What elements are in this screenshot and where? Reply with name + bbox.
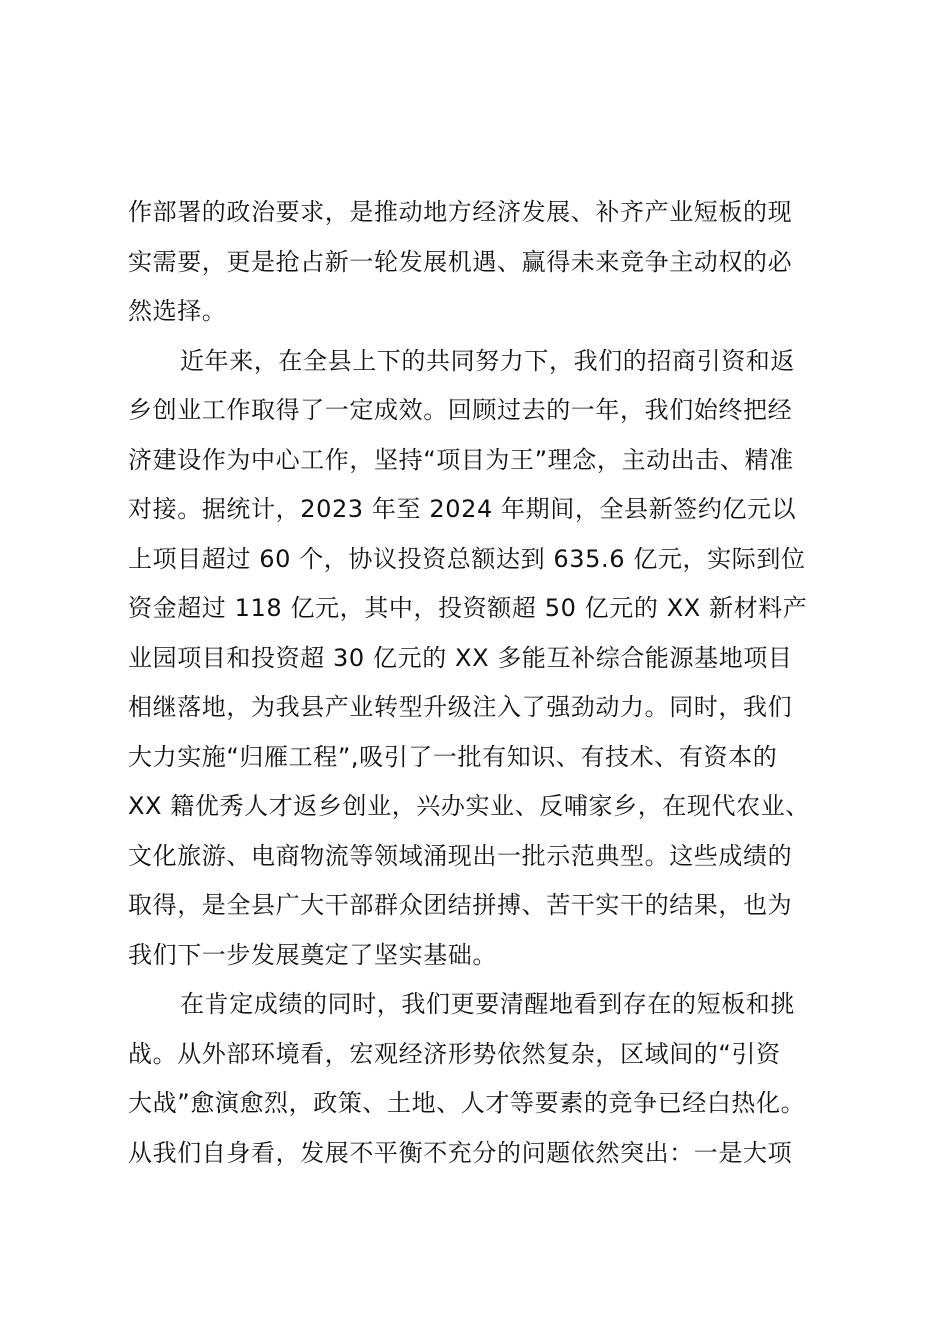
text-line: 作部署的政治要求，是推动地方经济发展、补齐产业短板的现 [128,198,793,226]
text-line: 大力实施“归雁工程”,吸引了一批有知识、有技术、有资本的 [128,742,778,771]
text-line: 业园项目和投资超 30 亿元的 XX 多能互补综合能源基地项目 [128,643,793,672]
text-line: XX 籍优秀人才返乡创业，兴办实业、反哺家乡，在现代农业、 [128,792,810,820]
text-line: 取得，是全县广大干部群众团结拼搏、苦干实干的结果，也为 [128,891,793,919]
text-line: 我们下一步发展奠定了坚实基础。 [128,940,497,969]
text-line: 实需要，更是抢占新一轮发展机遇、赢得未来竞争主动权的必 [128,247,793,276]
text-line: 对接。据统计，2023 年至 2024 年期间，全县新签约亿元以 [128,495,797,523]
text-line: 文化旅游、电商物流等领域涌现出一批示范典型。这些成绩的 [128,841,793,870]
paragraph-2 [128,337,848,981]
text-line: 相继落地，为我县产业转型升级注入了强劲动力。同时，我们 [128,693,793,721]
text-line: 济建设作为中心工作，坚持“项目为王”理念，主动出击、精准 [128,445,794,474]
text-line: 近年来，在全县上下的共同努力下，我们的招商引资和返 [180,346,795,375]
text-line: 从我们自身看，发展不平衡不充分的问题依然突出：一是大项 [128,1138,793,1167]
paragraph-3 [128,980,848,1178]
text-line: 大战”愈演愈烈，政策、土地、人才等要素的竞争已经白热化。 [128,1089,806,1117]
text-line: 上项目超过 60 个，协议投资总额达到 635.6 亿元，实际到位 [128,544,806,573]
paragraph-1 [128,188,848,337]
text-line: 然选择。 [128,297,227,325]
text-line: 在肯定成绩的同时，我们更要清醒地看到存在的短板和挑 [180,990,795,1018]
document-body [128,188,848,1178]
text-line: 战。从外部环境看，宏观经济形势依然复杂，区域间的“引资 [128,1039,781,1068]
text-line: 乡创业工作取得了一定成效。回顾过去的一年，我们始终把经 [128,396,793,424]
text-line: 资金超过 118 亿元，其中，投资额超 50 亿元的 XX 新材料产 [128,594,808,622]
